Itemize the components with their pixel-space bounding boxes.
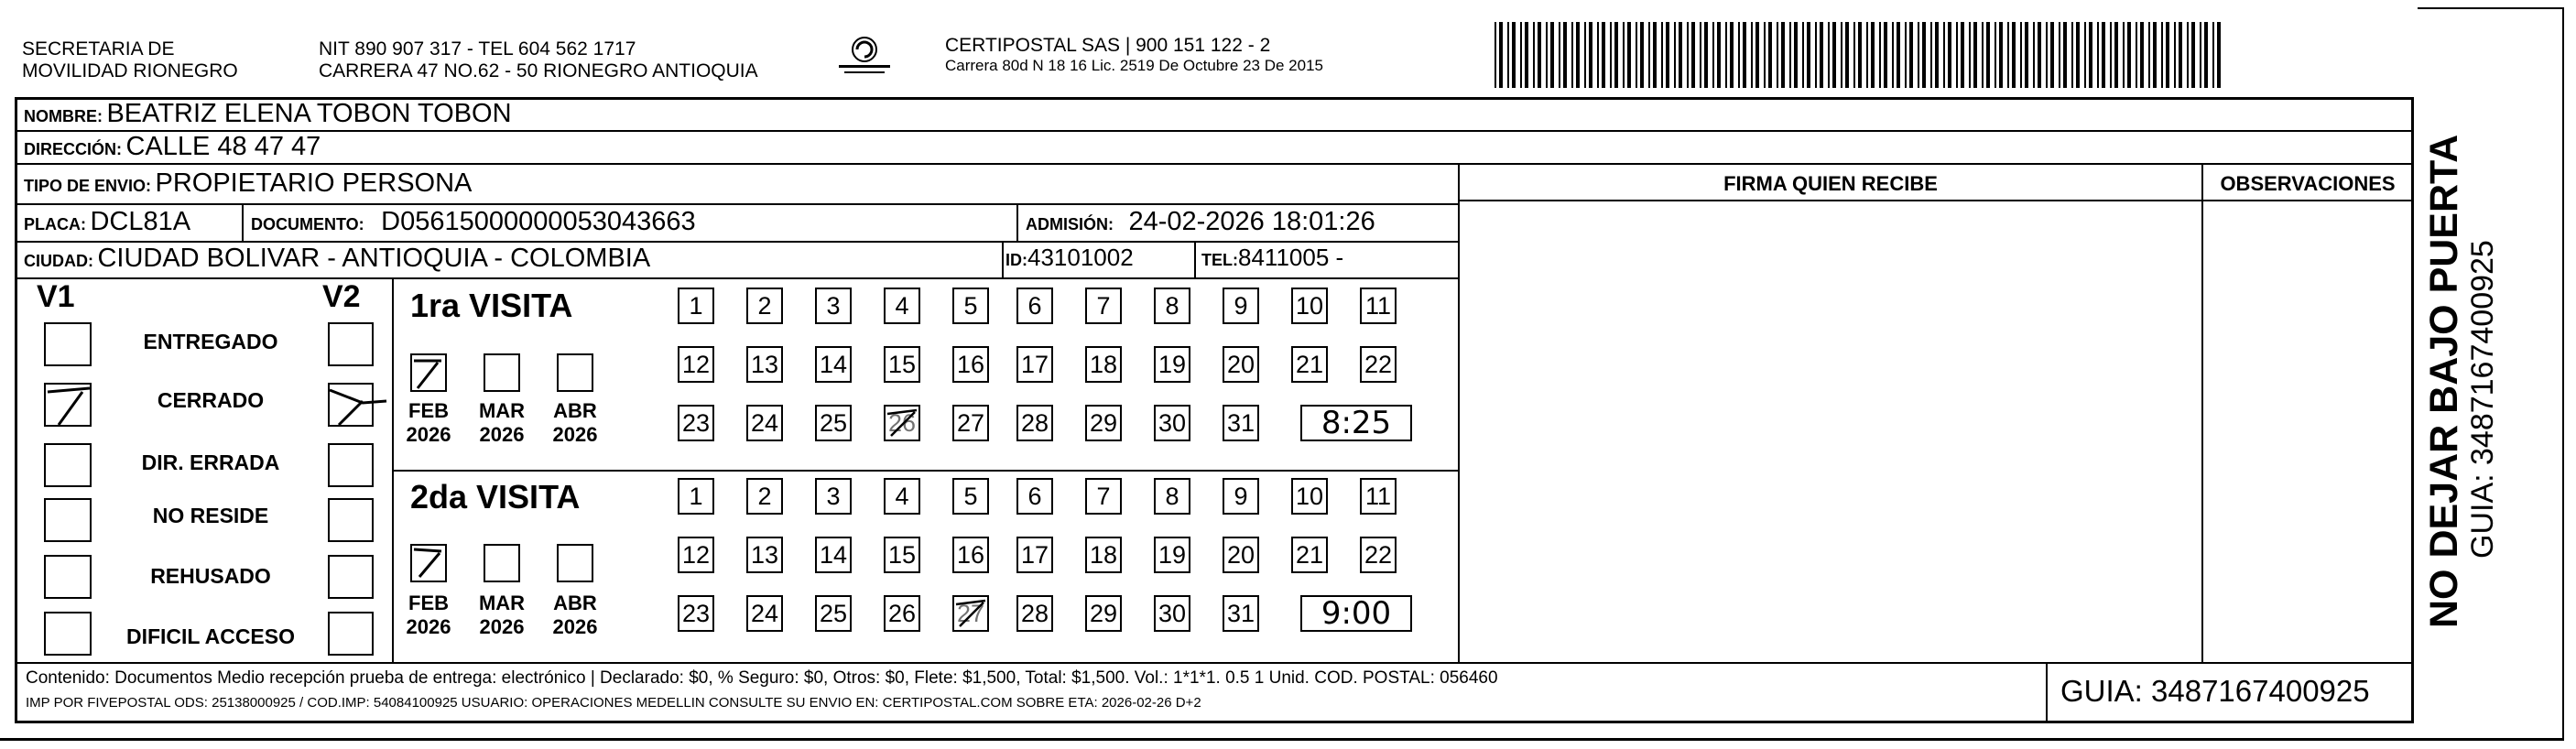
- barcode-bar: [1661, 22, 1663, 88]
- barcode-bar: [1918, 22, 1919, 88]
- barcode-bar: [2217, 22, 2221, 88]
- visit-1-day-30[interactable]: 30: [1154, 405, 1190, 441]
- barcode-bar: [1994, 22, 1996, 88]
- barcode-bar: [1935, 22, 1939, 88]
- barcode-bar: [2191, 22, 2195, 88]
- barcode-bar: [1597, 22, 1599, 88]
- month-label: ABR: [553, 592, 597, 614]
- visit-2-day-26[interactable]: 26: [884, 595, 920, 632]
- direccion-label: DIRECCIÓN:: [24, 140, 122, 158]
- barcode-bar: [1674, 22, 1676, 88]
- barcode-bar: [1871, 22, 1875, 88]
- barcode-bar: [2127, 22, 2131, 88]
- month-label: FEB: [408, 592, 449, 614]
- visit-1-day-29[interactable]: 29: [1085, 405, 1122, 441]
- divider: [2201, 163, 2203, 662]
- visit-2-day-14[interactable]: 14: [815, 537, 852, 573]
- v2-checkbox-rehusado[interactable]: [328, 555, 374, 599]
- barcode-bar: [1828, 22, 1830, 88]
- visit-1-day-25[interactable]: 25: [815, 405, 852, 441]
- visit-2-month-mar-checkbox[interactable]: [484, 544, 520, 582]
- visit-1-day-7[interactable]: 7: [1085, 288, 1122, 324]
- divider: [16, 130, 2412, 132]
- barcode-bar: [1584, 22, 1586, 88]
- visit-1-day-20[interactable]: 20: [1223, 346, 1259, 383]
- scribble-mark-icon: [952, 595, 989, 632]
- v1-checkbox-rehusado[interactable]: [44, 555, 92, 599]
- barcode-bar: [1627, 22, 1631, 88]
- barcode-bar: [2025, 22, 2028, 88]
- visit-2-day-13[interactable]: 13: [746, 537, 783, 573]
- divider: [2046, 662, 2048, 723]
- documento-value: D05615000000053043663: [381, 207, 696, 236]
- barcode-bar: [2097, 22, 2099, 88]
- visit-1-day-4[interactable]: 4: [884, 288, 920, 324]
- barcode-bar: [1948, 22, 1951, 88]
- year-label: 2026: [479, 423, 525, 446]
- status-no-reside: NO RESIDE: [152, 504, 269, 527]
- visit-2-day-5[interactable]: 5: [952, 478, 989, 515]
- barcode-bar: [2123, 22, 2125, 88]
- visit-2-time[interactable]: 9:00: [1300, 595, 1412, 632]
- visit-1-day-13[interactable]: 13: [746, 346, 783, 383]
- ciudad-row: [24, 244, 650, 274]
- visit-1-day-1[interactable]: 1: [678, 288, 714, 324]
- visit-2-day-27[interactable]: 27: [952, 595, 989, 632]
- visit-2-day-3[interactable]: 3: [815, 478, 852, 515]
- barcode-bar: [1755, 22, 1759, 88]
- certipostal-logo: [835, 35, 894, 79]
- barcode-bar: [1640, 22, 1644, 88]
- barcode-bar: [1897, 22, 1900, 88]
- address-line: CARRERA 47 NO.62 - 50 RIONEGRO ANTIOQUIA: [319, 60, 758, 81]
- visit-2-day-30[interactable]: 30: [1154, 595, 1190, 632]
- sender-name: [22, 38, 238, 82]
- year-label: 2026: [406, 423, 451, 446]
- visit-1-month-feb-checkbox[interactable]: [410, 353, 447, 392]
- documento-label: DOCUMENTO:: [251, 215, 364, 233]
- barcode-bar: [1648, 22, 1650, 88]
- visit-2-day-1[interactable]: 1: [678, 478, 714, 515]
- barcode-bar: [1712, 22, 1714, 88]
- check-mark-icon: [42, 379, 97, 427]
- divider: [1016, 203, 1018, 241]
- barcode-bar: [2148, 22, 2150, 88]
- barcode-bar: [1841, 22, 1842, 88]
- barcode-bar: [2212, 22, 2214, 88]
- id-row: [1005, 244, 1134, 272]
- side-warning: NO DEJAR BAJO PUERTA: [2422, 134, 2466, 628]
- sender-line-1: SECRETARIA DE: [22, 38, 175, 60]
- barcode-bar: [1550, 22, 1554, 88]
- visit-2-day-22[interactable]: 22: [1360, 537, 1397, 573]
- barcode-bar: [1691, 22, 1695, 88]
- admision-row: [1026, 207, 1375, 237]
- barcode-bar: [1704, 22, 1708, 88]
- check-mark-icon: [326, 379, 390, 427]
- v1-checkbox-dir-errada[interactable]: [44, 443, 92, 487]
- check-mark-icon: [410, 544, 447, 582]
- barcode-bar: [1961, 22, 1964, 88]
- barcode-bar: [1879, 22, 1881, 88]
- barcode-bar: [1636, 22, 1637, 88]
- barcode-bar: [1815, 22, 1817, 88]
- barcode-bar: [1602, 22, 1605, 88]
- admision-value: 24-02-2026 18:01:26: [1128, 207, 1375, 236]
- barcode-bar: [2102, 22, 2105, 88]
- barcode-bar: [1730, 22, 1734, 88]
- visit-2-day-4[interactable]: 4: [884, 478, 920, 515]
- divider: [242, 203, 244, 241]
- barcode-bar: [2114, 22, 2118, 88]
- barcode-bar: [1559, 22, 1560, 88]
- visit-1-day-21[interactable]: 21: [1291, 346, 1328, 383]
- tipo-row: [24, 168, 472, 199]
- visit-1-day-6[interactable]: 6: [1016, 288, 1053, 324]
- barcode-bar: [1614, 22, 1618, 88]
- barcode-bar: [2007, 22, 2009, 88]
- visit-2-day-17[interactable]: 17: [1016, 537, 1053, 573]
- barcode-bar: [1905, 22, 1907, 88]
- barcode-bar: [1571, 22, 1573, 88]
- barcode-bar: [1495, 22, 1496, 88]
- visit-2-day-21[interactable]: 21: [1291, 537, 1328, 573]
- barcode-bar: [1986, 22, 1990, 88]
- observaciones-label: OBSERVACIONES: [2220, 172, 2396, 195]
- status-rehusado: REHUSADO: [150, 564, 271, 588]
- admision-label: ADMISIÓN:: [1026, 215, 1114, 233]
- barcode-bar: [2136, 22, 2137, 88]
- tipo-value: PROPIETARIO PERSONA: [155, 168, 473, 198]
- barcode-bar: [1999, 22, 2003, 88]
- month-label: ABR: [553, 399, 597, 422]
- direccion-row: [24, 132, 321, 162]
- barcode-bar: [1525, 22, 1528, 88]
- visit-2-month-feb-checkbox[interactable]: [410, 544, 447, 582]
- barcode-bar: [1909, 22, 1913, 88]
- edge-mark: [2562, 7, 2564, 740]
- year-label: 2026: [479, 615, 525, 638]
- barcode-bar: [2110, 22, 2112, 88]
- tipo-label: TIPO DE ENVIO:: [24, 177, 152, 195]
- divider: [16, 203, 1458, 205]
- barcode-bar: [2200, 22, 2201, 88]
- status-dificil-acceso: DIFICIL ACCESO: [125, 624, 295, 648]
- visit-2-day-18[interactable]: 18: [1085, 537, 1122, 573]
- barcode-bar: [2033, 22, 2035, 88]
- visit-1-day-31[interactable]: 31: [1223, 405, 1259, 441]
- barcode-bar: [2187, 22, 2189, 88]
- barcode-bar: [1725, 22, 1727, 88]
- barcode-bar: [1794, 22, 1798, 88]
- barcode-bar: [1687, 22, 1689, 88]
- v2-checkbox-dir-errada[interactable]: [328, 443, 374, 487]
- visit-2-month-feb: [401, 592, 456, 639]
- barcode-bar: [1666, 22, 1669, 88]
- barcode-bar: [2179, 22, 2182, 88]
- visit-2-day-23[interactable]: 23: [678, 595, 714, 632]
- barcode-bar: [1956, 22, 1958, 88]
- visit-1-day-16[interactable]: 16: [952, 346, 989, 383]
- month-label: MAR: [478, 399, 526, 422]
- imp-line: IMP POR FIVEPOSTAL ODS: 25138000925 / COD.IMP: 54084100925 USUARIO: OPERACIONES MEDELLIN CONSULTE SU ENVIO EN: CERTIPOSTAL.COM SOBRE ETA: 2026-02-26 D+2: [26, 695, 1201, 711]
- divider: [392, 277, 394, 662]
- id-label: ID:: [1005, 251, 1027, 269]
- visit-1-day-28[interactable]: 28: [1016, 405, 1053, 441]
- tel-label: TEL:: [1201, 251, 1238, 269]
- barcode-bar: [2161, 22, 2163, 88]
- barcode-bar: [1820, 22, 1823, 88]
- visit-1-day-3[interactable]: 3: [815, 288, 852, 324]
- nit-line: NIT 890 907 317 - TEL 604 562 1717: [319, 38, 636, 60]
- year-label: 2026: [552, 615, 598, 638]
- barcode-bar: [1738, 22, 1740, 88]
- barcode-bar: [1845, 22, 1849, 88]
- barcode-bar: [2059, 22, 2060, 88]
- v2-checkbox-dificil-acceso[interactable]: [328, 612, 374, 656]
- status-dir-errada: DIR. ERRADA: [141, 450, 280, 474]
- status-entregado: ENTREGADO: [143, 330, 278, 353]
- barcode-bar: [1807, 22, 1810, 88]
- status-cerrado: CERRADO: [157, 388, 265, 412]
- v1-checkbox-no-reside[interactable]: [44, 498, 92, 542]
- visit-2-day-6[interactable]: 6: [1016, 478, 1053, 515]
- barcode-bar: [1538, 22, 1541, 88]
- visit-1-day-18[interactable]: 18: [1085, 346, 1122, 383]
- visit-2-day-11[interactable]: 11: [1360, 478, 1397, 515]
- barcode-bar: [2084, 22, 2086, 88]
- barcode-bar: [1777, 22, 1778, 88]
- placa-label: PLACA:: [24, 215, 86, 233]
- visit-2-day-7[interactable]: 7: [1085, 478, 1122, 515]
- barcode-bar: [2076, 22, 2080, 88]
- barcode-bar: [2020, 22, 2022, 88]
- visit-2-day-20[interactable]: 20: [1223, 537, 1259, 573]
- visit-1-day-24[interactable]: 24: [746, 405, 783, 441]
- barcode-bar: [1853, 22, 1855, 88]
- placa-row: [24, 207, 190, 237]
- divider: [16, 241, 1458, 243]
- nombre-label: NOMBRE:: [24, 107, 103, 125]
- barcode-bar: [1623, 22, 1625, 88]
- barcode-bar: [1520, 22, 1522, 88]
- visit-2-title: 2da VISITA: [410, 478, 581, 516]
- placa-value: DCL81A: [90, 207, 191, 236]
- barcode-bar: [1764, 22, 1766, 88]
- divider: [1458, 200, 2412, 201]
- divider: [1002, 241, 1004, 277]
- visit-1-day-17[interactable]: 17: [1016, 346, 1053, 383]
- barcode-bar: [1563, 22, 1567, 88]
- visit-2-month-abr-checkbox[interactable]: [557, 544, 593, 582]
- barcode-bar: [1943, 22, 1945, 88]
- barcode-bar: [1892, 22, 1894, 88]
- visit-1-day-22[interactable]: 22: [1360, 346, 1397, 383]
- barcode-bar: [1589, 22, 1592, 88]
- visit-1-month-mar: [474, 399, 529, 447]
- visit-1-month-mar-checkbox[interactable]: [484, 353, 520, 392]
- barcode-bar: [1751, 22, 1753, 88]
- barcode-bar: [1743, 22, 1746, 88]
- sender-info: [319, 38, 758, 82]
- barcode-bar: [2012, 22, 2016, 88]
- barcode-bar: [1884, 22, 1887, 88]
- barcode-bar: [1973, 22, 1977, 88]
- barcode-bar: [1866, 22, 1868, 88]
- v1-label: V1: [37, 279, 75, 314]
- barcode-bar: [2071, 22, 2073, 88]
- footer-guia: GUIA: 3487167400925: [2060, 674, 2370, 708]
- barcode-bar: [1789, 22, 1791, 88]
- barcode-bar: [1679, 22, 1682, 88]
- visit-1-day-5[interactable]: 5: [952, 288, 989, 324]
- year-label: 2026: [552, 423, 598, 446]
- check-mark-icon: [410, 353, 447, 392]
- barcode-bar: [2046, 22, 2048, 88]
- visit-1-day-8[interactable]: 8: [1154, 288, 1190, 324]
- nombre-row: [24, 99, 512, 129]
- visit-1-time[interactable]: 8:25: [1300, 405, 1412, 441]
- visit-1-month-abr: [548, 399, 603, 447]
- firma-label: FIRMA QUIEN RECIBE: [1723, 172, 1938, 195]
- barcode-bar: [1922, 22, 1926, 88]
- documento-row: [251, 207, 696, 237]
- barcode-bar: [1768, 22, 1772, 88]
- barcode-bar: [1700, 22, 1701, 88]
- visit-2-day-29[interactable]: 29: [1085, 595, 1122, 632]
- direccion-value: CALLE 48 47 47: [125, 132, 321, 161]
- barcode-bar: [2153, 22, 2157, 88]
- edge-mark: [2418, 7, 2564, 9]
- courier-line: CERTIPOSTAL SAS | 900 151 122 - 2: [945, 35, 1271, 56]
- visit-2-day-31[interactable]: 31: [1223, 595, 1259, 632]
- visit-1-day-9[interactable]: 9: [1223, 288, 1259, 324]
- visit-2-day-15[interactable]: 15: [884, 537, 920, 573]
- ciudad-value: CIUDAD BOLIVAR - ANTIOQUIA - COLOMBIA: [97, 244, 651, 273]
- barcode-bar: [1781, 22, 1785, 88]
- v2-checkbox-no-reside[interactable]: [328, 498, 374, 542]
- barcode-bar: [1576, 22, 1580, 88]
- v2-checkbox-entregado[interactable]: [328, 322, 374, 366]
- barcode-bar: [2038, 22, 2041, 88]
- barcode-bar: [1832, 22, 1836, 88]
- barcode-bar: [1982, 22, 1984, 88]
- id-value: 43101002: [1027, 244, 1134, 271]
- v2-label: V2: [322, 279, 361, 314]
- visit-1-day-2[interactable]: 2: [746, 288, 783, 324]
- barcode-bar: [1546, 22, 1548, 88]
- side-guia: GUIA: 3487167400925: [2465, 240, 2500, 559]
- nombre-value: BEATRIZ ELENA TOBON TOBON: [106, 99, 512, 128]
- barcode-bar: [1858, 22, 1862, 88]
- barcode-bar: [2089, 22, 2092, 88]
- barcode-bar: [1717, 22, 1721, 88]
- visit-1-month-abr-checkbox[interactable]: [557, 353, 593, 392]
- v2-checkbox-cerrado[interactable]: [328, 383, 374, 427]
- barcode-bar: [2204, 22, 2208, 88]
- visit-1-day-26[interactable]: 26: [884, 405, 920, 441]
- v1-checkbox-entregado[interactable]: [44, 322, 92, 366]
- divider: [1458, 163, 1460, 662]
- barcode-bar: [1507, 22, 1509, 88]
- visit-1-day-10[interactable]: 10: [1291, 288, 1328, 324]
- visit-1-day-19[interactable]: 19: [1154, 346, 1190, 383]
- content-line: Contenido: Documentos Medio recepción prueba de entrega: electrónico | Declarado: $0, % Seguro: $0, Otros: $0, Flete: $1,500, Total: $1,500. Vol.: 1*1*1. 0.5 1 Unid. COD. POSTAL: 056460: [26, 668, 1498, 688]
- barcode-bar: [1802, 22, 1804, 88]
- visit-1-day-27[interactable]: 27: [952, 405, 989, 441]
- visit-2-day-16[interactable]: 16: [952, 537, 989, 573]
- year-label: 2026: [406, 615, 451, 638]
- barcode-bar: [1930, 22, 1932, 88]
- barcode-bar: [2063, 22, 2067, 88]
- divider: [1194, 241, 1196, 277]
- v1-checkbox-dificil-acceso[interactable]: [44, 612, 92, 656]
- divider: [392, 470, 1458, 472]
- barcode-bar: [1499, 22, 1503, 88]
- license-line: Carrera 80d N 18 16 Lic. 2519 De Octubre 23 De 2015: [945, 57, 1323, 74]
- edge-mark: [0, 738, 2564, 741]
- month-label: MAR: [478, 592, 526, 614]
- sender-line-2: MOVILIDAD RIONEGRO: [22, 60, 238, 81]
- barcode-bar: [2166, 22, 2169, 88]
- visit-2-day-10[interactable]: 10: [1291, 478, 1328, 515]
- tel-row: [1201, 244, 1343, 272]
- barcode-bar: [1653, 22, 1657, 88]
- visit-2-day-8[interactable]: 8: [1154, 478, 1190, 515]
- visit-2-day-9[interactable]: 9: [1223, 478, 1259, 515]
- visit-2-day-28[interactable]: 28: [1016, 595, 1053, 632]
- visit-2-day-24[interactable]: 24: [746, 595, 783, 632]
- barcode-bar: [1512, 22, 1516, 88]
- scribble-mark-icon: [884, 405, 920, 441]
- barcode-bar: [1969, 22, 1971, 88]
- visit-2-day-12[interactable]: 12: [678, 537, 714, 573]
- visit-1-day-14[interactable]: 14: [815, 346, 852, 383]
- barcode-bar: [2174, 22, 2176, 88]
- visit-1-day-15[interactable]: 15: [884, 346, 920, 383]
- visit-1-day-12[interactable]: 12: [678, 346, 714, 383]
- month-label: FEB: [408, 399, 449, 422]
- barcode: [1495, 22, 2227, 88]
- visit-2-month-abr: [548, 592, 603, 639]
- visit-1-day-23[interactable]: 23: [678, 405, 714, 441]
- divider: [16, 277, 1458, 279]
- barcode-bar: [2140, 22, 2144, 88]
- v1-checkbox-cerrado[interactable]: [44, 383, 92, 427]
- visit-1-title: 1ra VISITA: [410, 287, 573, 324]
- divider: [16, 163, 2412, 165]
- visit-2-day-2[interactable]: 2: [746, 478, 783, 515]
- visit-2-month-mar: [474, 592, 529, 639]
- visit-2-day-25[interactable]: 25: [815, 595, 852, 632]
- visit-1-month-feb: [401, 399, 456, 447]
- barcode-bar: [1610, 22, 1612, 88]
- visit-1-day-11[interactable]: 11: [1360, 288, 1397, 324]
- divider: [16, 662, 2412, 664]
- barcode-bar: [1533, 22, 1535, 88]
- ciudad-label: CIUDAD:: [24, 252, 93, 270]
- visit-2-day-19[interactable]: 19: [1154, 537, 1190, 573]
- courier-info: [945, 35, 1323, 75]
- barcode-bar: [2050, 22, 2054, 88]
- tel-value: 8411005 -: [1238, 244, 1344, 271]
